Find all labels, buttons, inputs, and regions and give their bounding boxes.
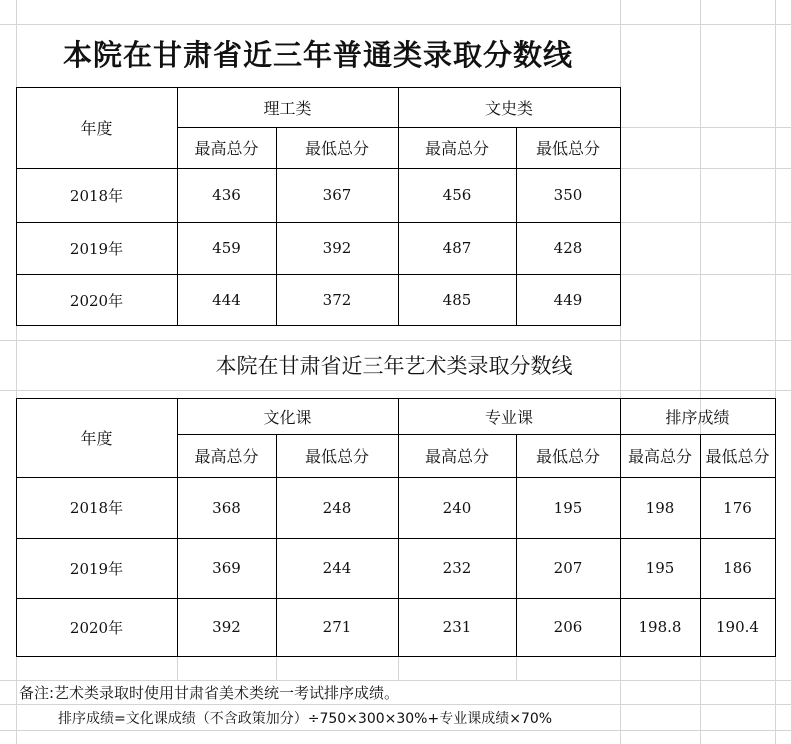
- table2-cell: 190.4: [716, 618, 759, 636]
- table2-cell: 195: [645, 559, 675, 577]
- table2-sub-min: 最低总分: [705, 447, 770, 466]
- table2-year-cell: 2019年: [69, 559, 124, 578]
- table1-cell: 428: [553, 239, 583, 257]
- table2-year-cell: 2018年: [69, 499, 124, 517]
- table2-cell: 195: [553, 498, 583, 517]
- table1-cell: 350: [553, 186, 583, 204]
- table2-sub-max: 最高总分: [194, 447, 259, 466]
- table2-cell: 368: [212, 498, 241, 517]
- note-line-1: 备注:艺术类录取时使用甘肃省美术类统一考试排序成绩。: [19, 684, 400, 702]
- table2-group-culture: 文化课: [263, 407, 312, 427]
- table1-cell: 456: [442, 186, 472, 204]
- table1-title: 本院在甘肃省近三年普通类录取分数线: [62, 37, 573, 72]
- table2-cell: 206: [553, 618, 583, 636]
- table2-cell: 198.8: [638, 618, 682, 636]
- table2-sub-min: 最低总分: [535, 447, 600, 466]
- table2-cell: 207: [553, 559, 583, 577]
- table2-cell: 244: [322, 559, 352, 577]
- table2-cell: 176: [723, 498, 752, 517]
- table1-cell: 444: [212, 291, 241, 309]
- table2-cell: 198: [645, 498, 675, 517]
- table1-cell: 487: [442, 239, 472, 257]
- table1-cell: 485: [442, 291, 472, 309]
- table2-cell: 392: [212, 618, 241, 636]
- table1-cell: 372: [322, 291, 352, 309]
- table2-cell: 240: [442, 498, 472, 517]
- table1-sub-max: 最高总分: [424, 139, 489, 158]
- table1-year-header: 年度: [80, 119, 113, 138]
- table1-cell: 367: [322, 186, 352, 204]
- table1-cell: 449: [553, 291, 583, 309]
- table2-cell: 231: [442, 618, 472, 636]
- note-line-2: 排序成绩=文化课成绩（不含政策加分）÷750×300×30%+专业课成绩×70%: [58, 711, 553, 727]
- table2-cell: 232: [442, 559, 472, 577]
- table1-sub-min: 最低总分: [535, 139, 600, 158]
- table2-sub-max: 最高总分: [424, 447, 489, 466]
- table2-cell: 248: [322, 498, 352, 517]
- table1-group-science: 理工类: [263, 98, 312, 118]
- table1-sub-min: 最低总分: [304, 139, 369, 158]
- table1-group-arts: 文史类: [484, 98, 533, 118]
- table2-cell: 369: [212, 559, 241, 577]
- table2-sub-max: 最高总分: [627, 447, 692, 466]
- table2-cell: 186: [723, 559, 752, 577]
- table1-cell: 459: [212, 239, 241, 257]
- table2-title: 本院在甘肃省近三年艺术类录取分数线: [215, 354, 573, 378]
- table2-year-cell: 2020年: [69, 618, 124, 637]
- table2-group-ranking: 排序成绩: [665, 407, 730, 427]
- table2-sub-min: 最低总分: [304, 447, 369, 466]
- table1-cell: 392: [322, 239, 352, 257]
- table1-cell: 436: [212, 186, 241, 204]
- table2-group-major: 专业课: [484, 407, 533, 427]
- table1-year-cell: 2019年: [69, 239, 124, 258]
- table1-sub-max: 最高总分: [194, 139, 259, 158]
- table1-year-cell: 2020年: [69, 291, 124, 310]
- table1-year-cell: 2018年: [69, 186, 124, 205]
- table2-cell: 271: [322, 618, 352, 636]
- table2-year-header: 年度: [80, 429, 113, 448]
